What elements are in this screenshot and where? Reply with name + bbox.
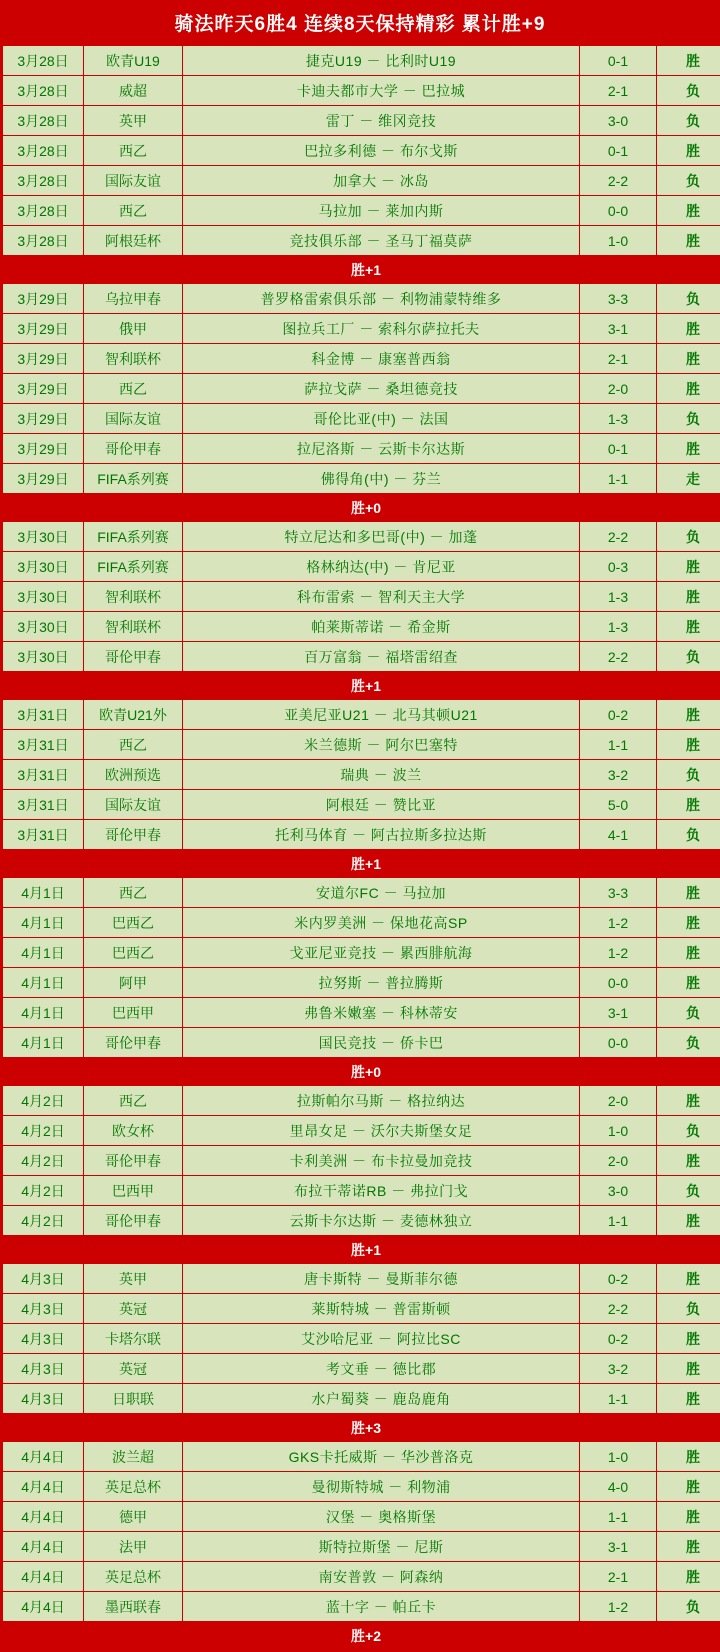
match-teams: 南安普敦 － 阿森纳 — [183, 1562, 580, 1592]
summary-row — [3, 256, 720, 284]
match-teams: 图拉兵工厂 － 索科尔萨拉托夫 — [183, 314, 580, 344]
table-row — [3, 790, 720, 820]
match-score: 1-2 — [580, 938, 657, 968]
match-date: 3月30日 — [3, 612, 84, 642]
match-date: 4月2日 — [3, 1146, 84, 1176]
table-row — [3, 166, 720, 196]
table-row — [3, 434, 720, 464]
summary-row — [3, 1622, 720, 1650]
table-row — [3, 1502, 720, 1532]
league-name: 哥伦甲春 — [84, 1146, 183, 1176]
match-result: 胜 — [657, 1146, 720, 1176]
match-teams: 卡迪夫都市大学 － 巴拉城 — [183, 76, 580, 106]
match-date: 4月3日 — [3, 1354, 84, 1384]
summary-row — [3, 850, 720, 878]
match-date: 3月30日 — [3, 642, 84, 672]
match-date: 3月31日 — [3, 820, 84, 850]
table-row — [3, 878, 720, 908]
match-teams: 艾沙哈尼亚 － 阿拉比SC — [183, 1324, 580, 1354]
match-score: 2-1 — [580, 1562, 657, 1592]
match-score: 0-3 — [580, 552, 657, 582]
league-name: 西乙 — [84, 196, 183, 226]
match-result: 负 — [657, 820, 720, 850]
match-result: 胜 — [657, 136, 720, 166]
league-name: 英足总杯 — [84, 1472, 183, 1502]
match-date: 3月28日 — [3, 136, 84, 166]
match-score: 0-0 — [580, 196, 657, 226]
match-score: 3-2 — [580, 1354, 657, 1384]
league-name: 国际友谊 — [84, 790, 183, 820]
match-teams: 亚美尼亚U21 － 北马其顿U21 — [183, 700, 580, 730]
match-score: 3-0 — [580, 106, 657, 136]
match-result: 胜 — [657, 1502, 720, 1532]
match-score: 1-2 — [580, 908, 657, 938]
match-teams: 拉斯帕尔马斯 － 格拉纳达 — [183, 1086, 580, 1116]
match-result: 胜 — [657, 908, 720, 938]
table-row — [3, 1442, 720, 1472]
match-teams: 莱斯特城 － 普雷斯顿 — [183, 1294, 580, 1324]
match-score: 2-2 — [580, 1294, 657, 1324]
match-date: 4月1日 — [3, 998, 84, 1028]
table-row — [3, 374, 720, 404]
match-score: 2-1 — [580, 344, 657, 374]
match-date: 3月29日 — [3, 404, 84, 434]
match-result: 胜 — [657, 226, 720, 256]
league-name: 智利联杯 — [84, 344, 183, 374]
match-date: 4月4日 — [3, 1442, 84, 1472]
match-date: 4月4日 — [3, 1562, 84, 1592]
match-date: 4月3日 — [3, 1264, 84, 1294]
league-name: FIFA系列赛 — [84, 522, 183, 552]
match-result: 胜 — [657, 700, 720, 730]
match-date: 4月3日 — [3, 1294, 84, 1324]
match-date: 3月31日 — [3, 760, 84, 790]
match-score: 0-0 — [580, 968, 657, 998]
league-name: 英冠 — [84, 1354, 183, 1384]
match-result: 胜 — [657, 938, 720, 968]
match-result: 胜 — [657, 878, 720, 908]
match-score: 1-1 — [580, 464, 657, 494]
match-date: 3月28日 — [3, 196, 84, 226]
match-teams: 拉尼洛斯 － 云斯卡尔达斯 — [183, 434, 580, 464]
match-result: 胜 — [657, 582, 720, 612]
match-teams: 加拿大 － 冰岛 — [183, 166, 580, 196]
table-row — [3, 76, 720, 106]
match-teams: 巴拉多利德 － 布尔戈斯 — [183, 136, 580, 166]
table-row — [3, 700, 720, 730]
table-row — [3, 1028, 720, 1058]
table-row — [3, 1086, 720, 1116]
table-row — [3, 908, 720, 938]
match-result: 胜 — [657, 1206, 720, 1236]
match-teams: 曼彻斯特城 － 利物浦 — [183, 1472, 580, 1502]
match-result: 胜 — [657, 730, 720, 760]
league-name: 智利联杯 — [84, 612, 183, 642]
match-score: 2-2 — [580, 522, 657, 552]
table-row — [3, 314, 720, 344]
table-row — [3, 1472, 720, 1502]
match-teams: 科布雷索 － 智利天主大学 — [183, 582, 580, 612]
summary-label: 胜+0 — [3, 1058, 720, 1086]
league-name: FIFA系列赛 — [84, 464, 183, 494]
league-name: 日职联 — [84, 1384, 183, 1414]
match-result: 胜 — [657, 1384, 720, 1414]
match-result: 胜 — [657, 1086, 720, 1116]
league-name: 智利联杯 — [84, 582, 183, 612]
match-result: 负 — [657, 1592, 720, 1622]
league-name: 巴西乙 — [84, 908, 183, 938]
summary-row — [3, 1414, 720, 1442]
match-result: 胜 — [657, 196, 720, 226]
match-teams: 马拉加 － 莱加内斯 — [183, 196, 580, 226]
match-score: 1-3 — [580, 582, 657, 612]
league-name: 墨西联春 — [84, 1592, 183, 1622]
table-row — [3, 552, 720, 582]
match-result: 负 — [657, 760, 720, 790]
table-row — [3, 968, 720, 998]
match-score: 2-1 — [580, 76, 657, 106]
match-date: 3月28日 — [3, 226, 84, 256]
match-result: 胜 — [657, 790, 720, 820]
match-date: 3月31日 — [3, 790, 84, 820]
match-teams: GKS卡托威斯 － 华沙普洛克 — [183, 1442, 580, 1472]
match-result: 负 — [657, 1116, 720, 1146]
league-name: 阿根廷杯 — [84, 226, 183, 256]
match-teams: 特立尼达和多巴哥(中) － 加蓬 — [183, 522, 580, 552]
league-name: 英甲 — [84, 106, 183, 136]
table-row — [3, 196, 720, 226]
match-teams: 百万富翁 － 福塔雷绍查 — [183, 642, 580, 672]
match-result: 胜 — [657, 1532, 720, 1562]
match-result: 胜 — [657, 46, 720, 76]
table-row — [3, 1116, 720, 1146]
match-score: 1-0 — [580, 1442, 657, 1472]
match-result: 负 — [657, 522, 720, 552]
table-row — [3, 730, 720, 760]
match-score: 2-2 — [580, 166, 657, 196]
league-name: 西乙 — [84, 1086, 183, 1116]
match-score: 2-0 — [580, 374, 657, 404]
match-teams: 竞技俱乐部 － 圣马丁福莫萨 — [183, 226, 580, 256]
table-row — [3, 612, 720, 642]
table-row — [3, 820, 720, 850]
league-name: 哥伦甲春 — [84, 820, 183, 850]
league-name: 英足总杯 — [84, 1562, 183, 1592]
league-name: 哥伦甲春 — [84, 642, 183, 672]
match-score: 1-3 — [580, 404, 657, 434]
match-teams: 托利马体育 － 阿古拉斯多拉达斯 — [183, 820, 580, 850]
match-result: 胜 — [657, 968, 720, 998]
league-name: 巴西乙 — [84, 938, 183, 968]
match-score: 0-0 — [580, 1028, 657, 1058]
match-teams: 格林纳达(中) － 肯尼亚 — [183, 552, 580, 582]
league-name: 阿甲 — [84, 968, 183, 998]
match-score: 3-1 — [580, 314, 657, 344]
match-score: 5-0 — [580, 790, 657, 820]
match-teams: 科金博 － 康塞普西翁 — [183, 344, 580, 374]
match-result: 胜 — [657, 344, 720, 374]
match-score: 2-0 — [580, 1086, 657, 1116]
table-row — [3, 642, 720, 672]
match-date: 4月1日 — [3, 908, 84, 938]
summary-label: 胜+1 — [3, 850, 720, 878]
league-name: 欧青U21外 — [84, 700, 183, 730]
match-teams: 布拉干蒂诺RB － 弗拉门戈 — [183, 1176, 580, 1206]
league-name: 哥伦甲春 — [84, 1028, 183, 1058]
match-result: 胜 — [657, 1472, 720, 1502]
match-teams: 佛得角(中) － 芬兰 — [183, 464, 580, 494]
league-name: 巴西甲 — [84, 1176, 183, 1206]
match-teams: 萨拉戈萨 － 桑坦德竞技 — [183, 374, 580, 404]
match-teams: 瑞典 － 波兰 — [183, 760, 580, 790]
table-row — [3, 582, 720, 612]
match-result: 负 — [657, 998, 720, 1028]
match-score: 2-2 — [580, 642, 657, 672]
match-date: 3月28日 — [3, 76, 84, 106]
table-row — [3, 1294, 720, 1324]
match-score: 0-1 — [580, 136, 657, 166]
match-teams: 帕莱斯蒂诺 － 希金斯 — [183, 612, 580, 642]
match-date: 3月29日 — [3, 464, 84, 494]
match-teams: 蓝十字 － 帕丘卡 — [183, 1592, 580, 1622]
league-name: 德甲 — [84, 1502, 183, 1532]
match-score: 3-0 — [580, 1176, 657, 1206]
match-score: 3-1 — [580, 1532, 657, 1562]
league-name: 欧洲预选 — [84, 760, 183, 790]
match-result: 负 — [657, 404, 720, 434]
table-row — [3, 344, 720, 374]
match-date: 3月29日 — [3, 314, 84, 344]
table-row — [3, 1324, 720, 1354]
match-score: 4-0 — [580, 1472, 657, 1502]
summary-row — [3, 1236, 720, 1264]
match-date: 3月28日 — [3, 46, 84, 76]
match-result: 负 — [657, 284, 720, 314]
match-teams: 安道尔FC － 马拉加 — [183, 878, 580, 908]
match-result: 胜 — [657, 1354, 720, 1384]
summary-label: 胜+2 — [3, 1622, 720, 1650]
league-name: 国际友谊 — [84, 166, 183, 196]
match-date: 3月30日 — [3, 582, 84, 612]
summary-label: 胜+1 — [3, 672, 720, 700]
match-date: 4月2日 — [3, 1116, 84, 1146]
match-score: 2-0 — [580, 1146, 657, 1176]
league-name: 西乙 — [84, 136, 183, 166]
match-date: 3月28日 — [3, 106, 84, 136]
match-date: 4月1日 — [3, 968, 84, 998]
match-date: 3月30日 — [3, 552, 84, 582]
table-row — [3, 106, 720, 136]
match-result: 胜 — [657, 1442, 720, 1472]
match-score: 1-3 — [580, 612, 657, 642]
match-teams: 哥伦比亚(中) － 法国 — [183, 404, 580, 434]
table-row — [3, 1146, 720, 1176]
results-table-body — [3, 46, 720, 1650]
league-name: 乌拉甲春 — [84, 284, 183, 314]
league-name: 哥伦甲春 — [84, 1206, 183, 1236]
league-name: 波兰超 — [84, 1442, 183, 1472]
match-result: 负 — [657, 76, 720, 106]
match-date: 4月4日 — [3, 1532, 84, 1562]
match-teams: 里昂女足 － 沃尔夫斯堡女足 — [183, 1116, 580, 1146]
match-teams: 唐卡斯特 － 曼斯菲尔德 — [183, 1264, 580, 1294]
summary-label: 胜+1 — [3, 256, 720, 284]
match-score: 3-3 — [580, 878, 657, 908]
match-date: 4月3日 — [3, 1324, 84, 1354]
match-result: 负 — [657, 1294, 720, 1324]
league-name: 国际友谊 — [84, 404, 183, 434]
league-name: 英冠 — [84, 1294, 183, 1324]
table-row — [3, 1176, 720, 1206]
summary-label: 胜+1 — [3, 1236, 720, 1264]
match-date: 3月29日 — [3, 374, 84, 404]
match-result: 胜 — [657, 374, 720, 404]
match-teams: 国民竞技 － 侨卡巴 — [183, 1028, 580, 1058]
match-score: 1-2 — [580, 1592, 657, 1622]
summary-label: 胜+0 — [3, 494, 720, 522]
league-name: 英甲 — [84, 1264, 183, 1294]
league-name: 法甲 — [84, 1532, 183, 1562]
table-row — [3, 226, 720, 256]
match-date: 4月4日 — [3, 1592, 84, 1622]
match-result: 胜 — [657, 1264, 720, 1294]
league-name: 俄甲 — [84, 314, 183, 344]
match-date: 4月1日 — [3, 938, 84, 968]
league-name: 哥伦甲春 — [84, 434, 183, 464]
match-date: 3月29日 — [3, 284, 84, 314]
match-teams: 云斯卡尔达斯 － 麦德林独立 — [183, 1206, 580, 1236]
match-result: 胜 — [657, 1324, 720, 1354]
table-row — [3, 46, 720, 76]
match-score: 1-0 — [580, 226, 657, 256]
match-score: 0-2 — [580, 700, 657, 730]
results-table — [2, 45, 720, 1650]
match-score: 0-1 — [580, 434, 657, 464]
match-teams: 捷克U19 － 比利时U19 — [183, 46, 580, 76]
match-teams: 水户蜀葵 － 鹿岛鹿角 — [183, 1384, 580, 1414]
match-score: 1-1 — [580, 1502, 657, 1532]
match-teams: 斯特拉斯堡 － 尼斯 — [183, 1532, 580, 1562]
match-result: 负 — [657, 1028, 720, 1058]
match-result: 胜 — [657, 314, 720, 344]
match-date: 3月29日 — [3, 434, 84, 464]
league-name: 卡塔尔联 — [84, 1324, 183, 1354]
match-teams: 米内罗美洲 － 保地花高SP — [183, 908, 580, 938]
match-date: 3月31日 — [3, 700, 84, 730]
summary-label: 胜+3 — [3, 1414, 720, 1442]
league-name: 西乙 — [84, 730, 183, 760]
table-row — [3, 1206, 720, 1236]
match-result: 负 — [657, 106, 720, 136]
table-row — [3, 1532, 720, 1562]
league-name: 欧女杯 — [84, 1116, 183, 1146]
league-name: 西乙 — [84, 374, 183, 404]
table-row — [3, 1592, 720, 1622]
table-row — [3, 1264, 720, 1294]
match-result: 负 — [657, 642, 720, 672]
match-date: 3月30日 — [3, 522, 84, 552]
match-date: 4月1日 — [3, 878, 84, 908]
match-teams: 考文垂 － 德比郡 — [183, 1354, 580, 1384]
match-result: 胜 — [657, 552, 720, 582]
match-result: 胜 — [657, 434, 720, 464]
table-row — [3, 938, 720, 968]
table-row — [3, 284, 720, 314]
match-teams: 阿根廷 － 赞比亚 — [183, 790, 580, 820]
match-teams: 米兰德斯 － 阿尔巴塞特 — [183, 730, 580, 760]
league-name: 威超 — [84, 76, 183, 106]
match-date: 4月3日 — [3, 1384, 84, 1414]
match-teams: 戈亚尼亚竞技 － 累西腓航海 — [183, 938, 580, 968]
match-teams: 弗鲁米嫩塞 － 科林蒂安 — [183, 998, 580, 1028]
table-row — [3, 998, 720, 1028]
match-date: 4月2日 — [3, 1086, 84, 1116]
match-score: 3-2 — [580, 760, 657, 790]
match-date: 3月28日 — [3, 166, 84, 196]
match-score: 1-1 — [580, 1384, 657, 1414]
match-date: 4月2日 — [3, 1176, 84, 1206]
match-result: 胜 — [657, 612, 720, 642]
table-row — [3, 136, 720, 166]
table-row — [3, 522, 720, 552]
league-name: 巴西甲 — [84, 998, 183, 1028]
match-score: 0-1 — [580, 46, 657, 76]
league-name: 西乙 — [84, 878, 183, 908]
match-result: 胜 — [657, 1562, 720, 1592]
match-teams: 雷丁 － 维冈竞技 — [183, 106, 580, 136]
match-teams: 拉努斯 － 普拉腾斯 — [183, 968, 580, 998]
match-date: 4月1日 — [3, 1028, 84, 1058]
match-date: 4月4日 — [3, 1502, 84, 1532]
summary-row — [3, 494, 720, 522]
match-date: 3月31日 — [3, 730, 84, 760]
match-score: 0-2 — [580, 1264, 657, 1294]
table-row — [3, 1562, 720, 1592]
match-date: 4月2日 — [3, 1206, 84, 1236]
table-row — [3, 464, 720, 494]
table-row — [3, 760, 720, 790]
match-score: 0-2 — [580, 1324, 657, 1354]
match-result: 负 — [657, 166, 720, 196]
match-teams: 汉堡 － 奥格斯堡 — [183, 1502, 580, 1532]
page-title: 骑法昨天6胜4 连续8天保持精彩 累计胜+9 — [2, 2, 718, 45]
match-score: 4-1 — [580, 820, 657, 850]
match-score: 1-1 — [580, 1206, 657, 1236]
league-name: 欧青U19 — [84, 46, 183, 76]
match-date: 4月4日 — [3, 1472, 84, 1502]
match-score: 3-3 — [580, 284, 657, 314]
match-teams: 卡利美洲 － 布卡拉曼加竞技 — [183, 1146, 580, 1176]
table-row — [3, 1354, 720, 1384]
match-date: 3月29日 — [3, 344, 84, 374]
summary-row — [3, 672, 720, 700]
summary-row — [3, 1058, 720, 1086]
match-score: 1-0 — [580, 1116, 657, 1146]
match-result: 走 — [657, 464, 720, 494]
match-teams: 普罗格雷索俱乐部 － 利物浦蒙特维多 — [183, 284, 580, 314]
league-name: FIFA系列赛 — [84, 552, 183, 582]
match-score: 3-1 — [580, 998, 657, 1028]
match-result: 负 — [657, 1176, 720, 1206]
table-row — [3, 404, 720, 434]
table-row — [3, 1384, 720, 1414]
match-score: 1-1 — [580, 730, 657, 760]
